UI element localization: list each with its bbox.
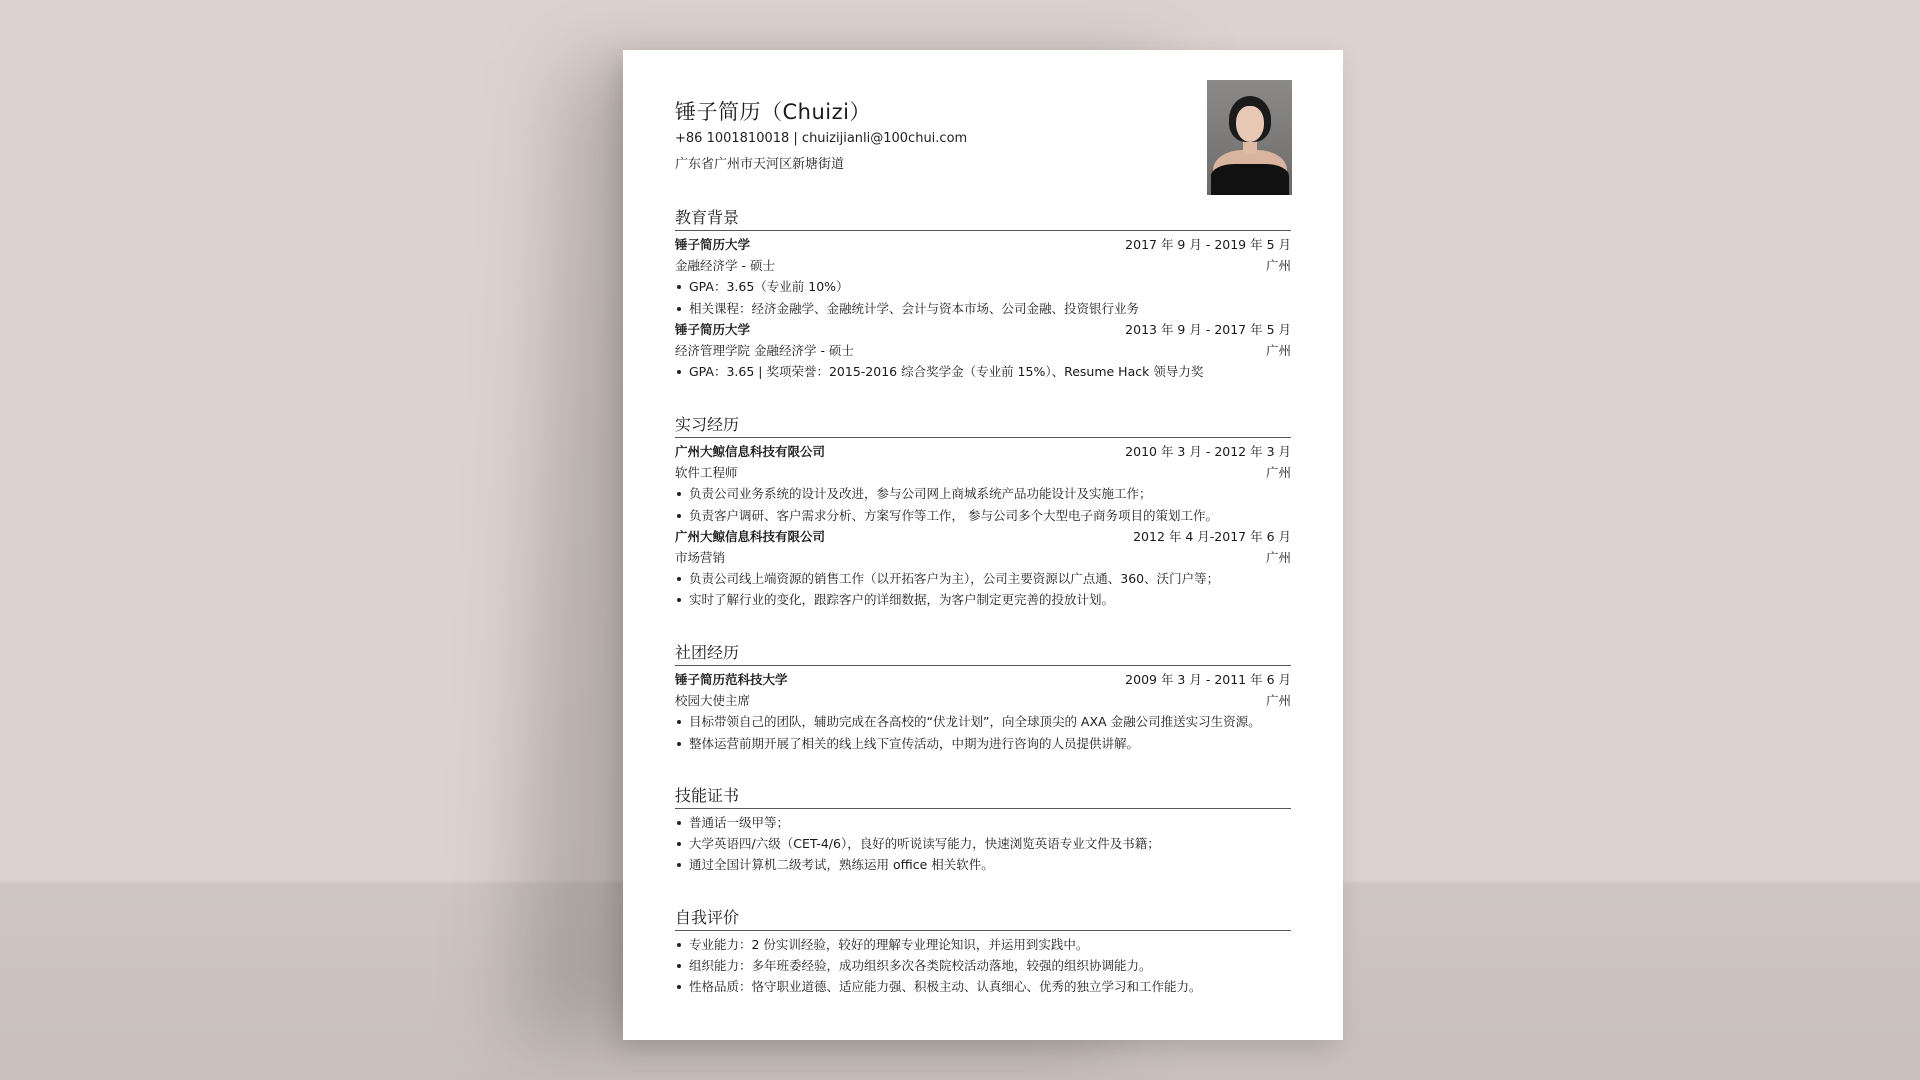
list-item: 整体运营前期开展了相关的线上线下宣传活动，中期为进行咨询的人员提供讲解。 bbox=[675, 733, 1291, 754]
list-item: 普通话一级甲等； bbox=[675, 812, 1291, 833]
list-item: 专业能力：2 份实训经验，较好的理解专业理论知识，并运用到实践中。 bbox=[675, 934, 1291, 955]
list-item: 负责公司线上端资源的销售工作（以开拓客户为主），公司主要资源以广点通、360、沃门户等； bbox=[675, 568, 1291, 589]
entry-location: 广州 bbox=[1265, 258, 1291, 274]
entry-date: 2012 年 4 月-2017 年 6 月 bbox=[1133, 528, 1291, 544]
section-title: 教育背景 bbox=[675, 208, 1291, 231]
entry-org: 锤子简历大学 bbox=[675, 237, 751, 252]
entry-subheader bbox=[675, 462, 1291, 483]
entry-header bbox=[675, 526, 1291, 547]
section-title: 社团经历 bbox=[675, 643, 1291, 666]
entry-header bbox=[675, 319, 1291, 340]
entry-org: 锤子简历大学 bbox=[675, 321, 751, 337]
list-item: 性格品质：恪守职业道德、适应能力强、积极主动、认真细心、优秀的独立学习和工作能力。 bbox=[675, 976, 1291, 997]
list-item: 组织能力：多年班委经验，成功组织多次各类院校活动落地，较强的组织协调能力。 bbox=[675, 955, 1291, 976]
entry-org: 锤子简历范科技大学 bbox=[675, 672, 788, 687]
resume-page bbox=[623, 50, 1343, 1040]
list-item: 大学英语四/六级（CET-4/6），良好的听说读写能力，快速浏览英语专业文件及书籍； bbox=[675, 833, 1291, 854]
entry-role: 金融经济学 - 硕士 bbox=[675, 258, 775, 274]
contact-info: +86 1001810018 | chuizijianli@100chui.com bbox=[675, 131, 968, 146]
list-item: 通过全国计算机二级考试，熟练运用 office 相关软件。 bbox=[675, 854, 1291, 875]
entry-subheader bbox=[675, 340, 1291, 361]
section-title: 技能证书 bbox=[675, 786, 1291, 809]
list-item: 相关课程：经济金融学、金融统计学、会计与资本市场、公司金融、投资银行业务 bbox=[675, 298, 1291, 319]
entry-header bbox=[675, 669, 1291, 690]
entry-role: 经济管理学院 金融经济学 - 硕士 bbox=[675, 342, 854, 358]
club-section bbox=[675, 643, 1291, 754]
list-item: GPA：3.65（专业前 10%） bbox=[675, 276, 1291, 297]
entry-header bbox=[675, 441, 1291, 462]
entry-role: 软件工程师 bbox=[675, 465, 738, 481]
list-item: 负责客户调研、客户需求分析、方案写作等工作， 参与公司多个大型电子商务项目的策划工作。 bbox=[675, 505, 1291, 526]
list-item: 目标带领自己的团队，辅助完成在各高校的“伏龙计划”，向全球顶尖的 AXA 金融公司推送实习生资源。 bbox=[675, 711, 1291, 732]
list-item: GPA：3.65 | 奖项荣誉：2015-2016 综合奖学金（专业前 15%）、Resume Hack 领导力奖 bbox=[675, 361, 1291, 382]
entry-location: 广州 bbox=[1265, 465, 1291, 481]
entry-location: 广州 bbox=[1265, 342, 1291, 358]
entry-date: 2009 年 3 月 - 2011 年 6 月 bbox=[1125, 672, 1291, 687]
section-title: 实习经历 bbox=[675, 415, 1291, 438]
list-item: 负责公司业务系统的设计及改进，参与公司网上商城系统产品功能设计及实施工作； bbox=[675, 483, 1291, 504]
entry-date: 2010 年 3 月 - 2012 年 3 月 bbox=[1125, 444, 1291, 459]
entry-org: 广州大鲸信息科技有限公司 bbox=[675, 444, 826, 459]
entry-header bbox=[675, 234, 1291, 255]
entry-location: 广州 bbox=[1265, 693, 1291, 709]
entry-location: 广州 bbox=[1265, 549, 1291, 565]
entry-role: 校园大使主席 bbox=[675, 693, 751, 709]
entry-date: 2017 年 9 月 - 2019 年 5 月 bbox=[1125, 237, 1291, 252]
entry-date: 2013 年 9 月 - 2017 年 5 月 bbox=[1125, 321, 1291, 337]
address: 广东省广州市天河区新塘街道 bbox=[675, 157, 845, 172]
resume-name: 锤子简历（Chuizi） bbox=[675, 100, 871, 124]
education-section bbox=[675, 208, 1291, 382]
entry-subheader bbox=[675, 255, 1291, 276]
entry-role: 市场营销 bbox=[675, 549, 726, 565]
profile-photo bbox=[1207, 80, 1292, 195]
entry-subheader bbox=[675, 547, 1291, 568]
self-evaluation-section bbox=[675, 908, 1291, 998]
entry-org: 广州大鲸信息科技有限公司 bbox=[675, 528, 826, 544]
list-item: 实时了解行业的变化，跟踪客户的详细数据，为客户制定更完善的投放计划。 bbox=[675, 589, 1291, 610]
internship-section bbox=[675, 415, 1291, 611]
entry-subheader bbox=[675, 690, 1291, 711]
skills-section bbox=[675, 786, 1291, 876]
section-title: 自我评价 bbox=[675, 908, 1291, 931]
